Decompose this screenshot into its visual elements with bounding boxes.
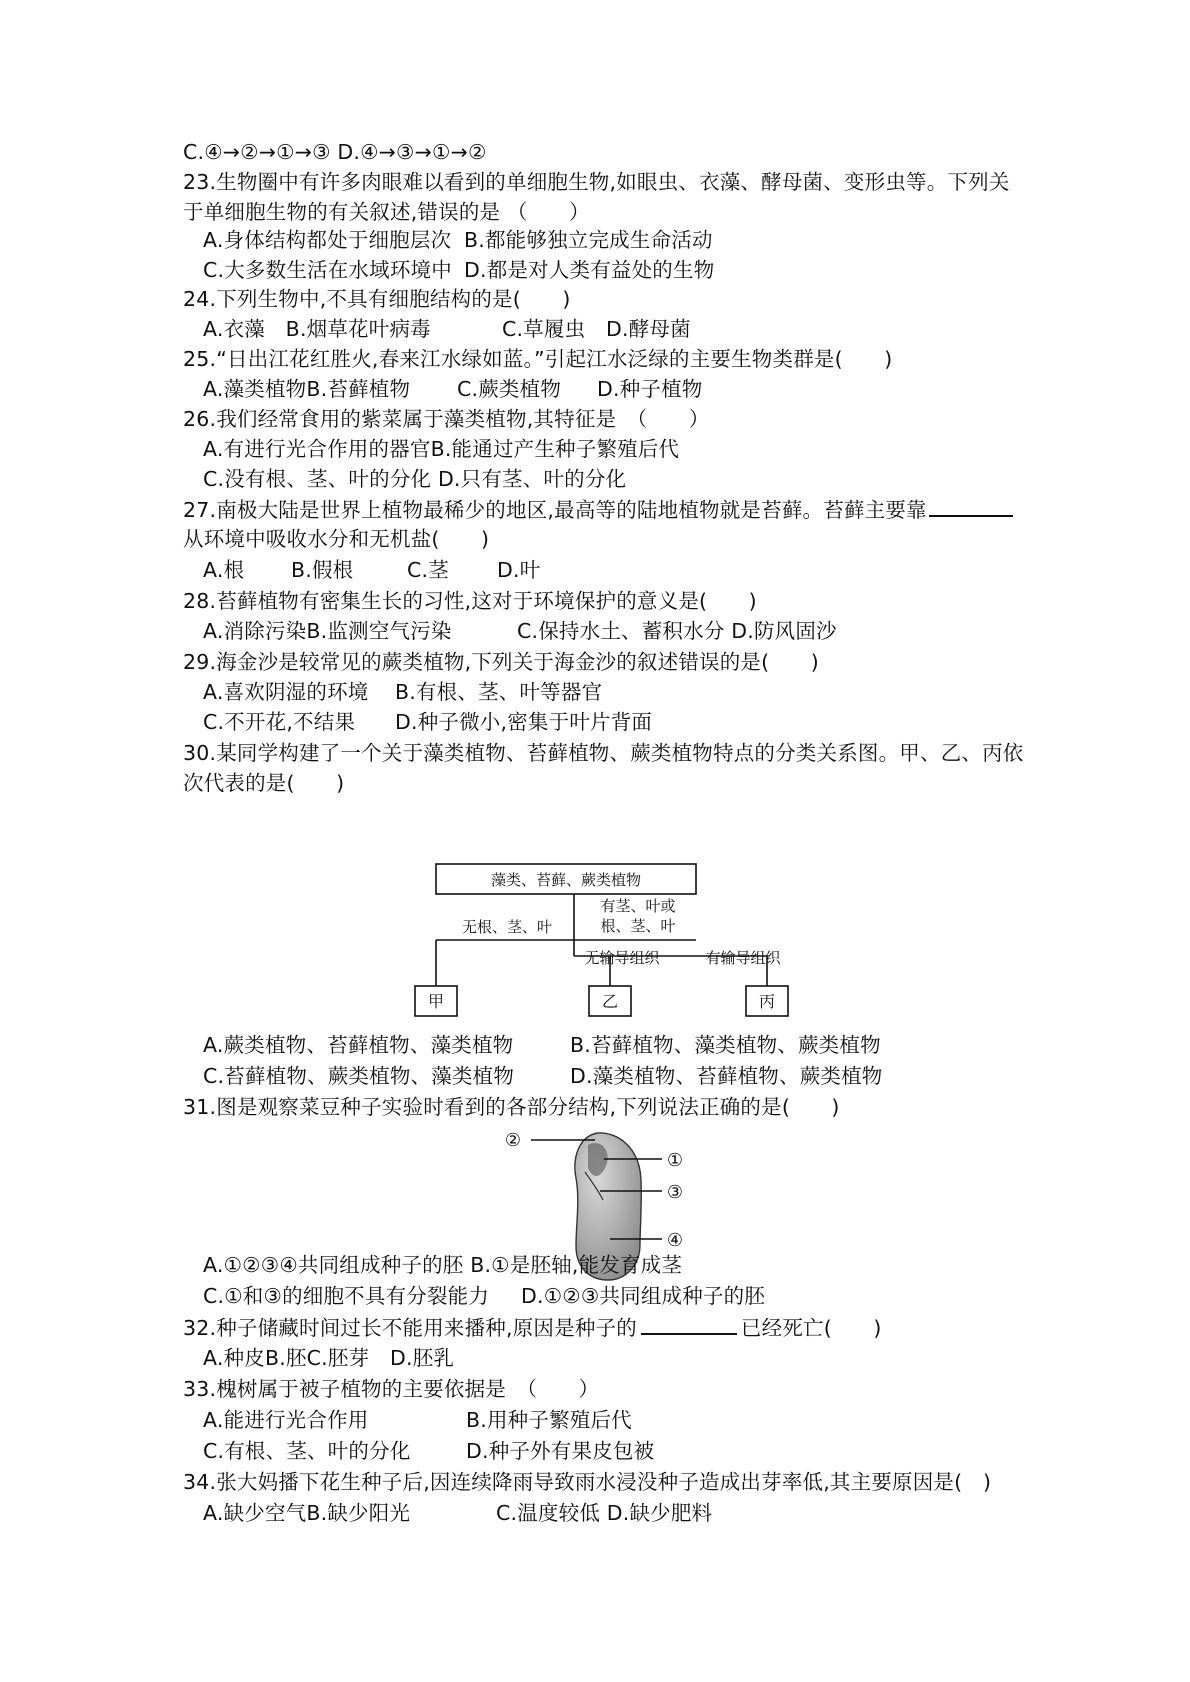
right-branch-label-2: 根、茎、叶 [600, 917, 676, 935]
question-29-stem: 29.海金沙是较常见的蕨类植物,下列关于海金沙的叙述错误的是( ) [183, 650, 819, 674]
question-32-options: A.种皮B.胚C.胚芽 D.胚乳 [203, 1346, 455, 1370]
question-24-stem: 24.下列生物中,不具有细胞结构的是( ) [183, 287, 571, 311]
seed-label-3: ③ [666, 1182, 684, 1203]
question-29-option-b: B.有根、茎、叶等器官 [395, 680, 603, 704]
question-26-options-cd: C.没有根、茎、叶的分化 D.只有茎、叶的分化 [203, 467, 627, 491]
answer-blank [641, 1313, 737, 1335]
question-30-stem-cont: 次代表的是( ) [183, 771, 345, 795]
root-label: 藻类、苔藓、蕨类植物 [490, 871, 642, 889]
right-branch-label-1: 有茎、叶或 [600, 897, 676, 915]
question-23-option-c: C.大多数生活在水域环境中 [203, 258, 452, 282]
seed-label-1: ① [666, 1150, 684, 1171]
question-31-stem: 31.图是观察菜豆种子实验时看到的各部分结构,下列说法正确的是( ) [183, 1095, 840, 1119]
question-30-option-a: A.蕨类植物、苔藓植物、藻类植物 [203, 1033, 514, 1057]
question-32-stem-text: 32.种子储藏时间过长不能用来播种,原因是种子的 [183, 1316, 637, 1340]
question-27-stem-cont: 从环境中吸收水分和无机盐( ) [183, 527, 490, 551]
seed-label-2: ② [504, 1130, 522, 1151]
question-34-options-ab: A.缺少空气B.缺少阳光 [203, 1501, 411, 1525]
question-34-options-cd: C.温度较低 D.缺少肥料 [496, 1501, 713, 1525]
question-29-option-d: D.种子微小,密集于叶片背面 [395, 710, 653, 734]
question-31-options-ab: A.①②③④共同组成种子的胚 B.①是胚轴,能发育成茎 [203, 1253, 683, 1277]
box-yi-label: 乙 [601, 992, 619, 1011]
question-23-stem-cont: 于单细胞生物的有关叙述,错误的是 （ ） [183, 200, 590, 224]
question-33-option-b: B.用种子繁殖后代 [466, 1408, 632, 1432]
question-31-option-d: D.①②③共同组成种子的胚 [521, 1284, 766, 1308]
question-25-stem: 25.“日出江花红胜火,春来江水绿如蓝。”引起江水泛绿的主要生物类群是( ) [183, 347, 893, 371]
question-23-stem: 23.生物圈中有许多肉眼难以看到的单细胞生物,如眼虫、衣藻、酵母菌、变形虫等。下列关 [183, 170, 1010, 194]
question-23-option-b: B.都能够独立完成生命活动 [464, 228, 713, 252]
question-25-option-c: C.蕨类植物 [457, 377, 562, 401]
question-32-stem-end: 已经死亡( ) [740, 1316, 882, 1340]
question-25-option-d: D.种子植物 [597, 377, 703, 401]
prev-question-options: C.④→②→①→③ D.④→③→①→② [183, 140, 487, 164]
far-branch-label: 有输导组织 [705, 949, 781, 967]
question-24-options-ab: A.衣藻 B.烟草花叶病毒 [203, 317, 431, 341]
question-28-options-ab: A.消除污染B.监测空气污染 [203, 619, 452, 643]
question-28-options-cd: C.保持水土、蓄积水分 D.防风固沙 [517, 619, 837, 643]
question-31-option-c: C.①和③的细胞不具有分裂能力 [203, 1284, 490, 1308]
question-27-option-b: B.假根 [291, 558, 354, 582]
question-29-option-c: C.不开花,不结果 [203, 710, 356, 734]
question-30-option-c: C.苔藓植物、蕨类植物、藻类植物 [203, 1064, 515, 1088]
question-32-stem [183, 1313, 882, 1342]
question-28-stem: 28.苔藓植物有密集生长的习性,这对于环境保护的意义是( ) [183, 589, 757, 613]
question-27-option-d: D.叶 [497, 558, 541, 582]
question-23-option-d: D.都是对人类有益处的生物 [464, 258, 715, 282]
question-33-option-d: D.种子外有果皮包被 [466, 1439, 655, 1463]
question-27-option-a: A.根 [203, 558, 245, 582]
question-24-options-cd: C.草履虫 D.酵母菌 [502, 317, 691, 341]
seed-label-4: ④ [666, 1230, 684, 1251]
question-23-option-a: A.身体结构都处于细胞层次 [203, 228, 452, 252]
question-33-stem: 33.槐树属于被子植物的主要依据是 （ ） [183, 1377, 600, 1401]
left-branch-label: 无根、茎、叶 [461, 918, 553, 936]
question-29-option-a: A.喜欢阴湿的环境 [203, 680, 369, 704]
box-bing-label: 丙 [758, 992, 776, 1011]
box-jia-label: 甲 [427, 992, 445, 1011]
question-25-options-ab: A.藻类植物B.苔藓植物 [203, 377, 411, 401]
question-27-stem-text: 27.南极大陆是世界上植物最稀少的地区,最高等的陆地植物就是苔藓。苔藓主要靠 [183, 498, 927, 522]
question-30-option-b: B.苔藓植物、藻类植物、蕨类植物 [570, 1033, 881, 1057]
question-26-options-ab: A.有进行光合作用的器官B.能通过产生种子繁殖后代 [203, 437, 680, 461]
question-33-option-a: A.能进行光合作用 [203, 1408, 369, 1432]
question-27-option-c: C.茎 [407, 558, 449, 582]
question-30-stem: 30.某同学构建了一个关于藻类植物、苔藓植物、蕨类植物特点的分类关系图。甲、乙、丙依 [183, 741, 1024, 765]
question-26-stem: 26.我们经常食用的紫菜属于藻类植物,其特征是 （ ） [183, 407, 710, 431]
question-34-stem: 34.张大妈播下花生种子后,因连续降雨导致雨水浸没种子造成出芽率低,其主要原因是( ) [183, 1470, 992, 1494]
question-33-option-c: C.有根、茎、叶的分化 [203, 1439, 411, 1463]
question-30-option-d: D.藻类植物、苔藓植物、蕨类植物 [570, 1064, 883, 1088]
mid-branch-label: 无输导组织 [584, 949, 660, 967]
